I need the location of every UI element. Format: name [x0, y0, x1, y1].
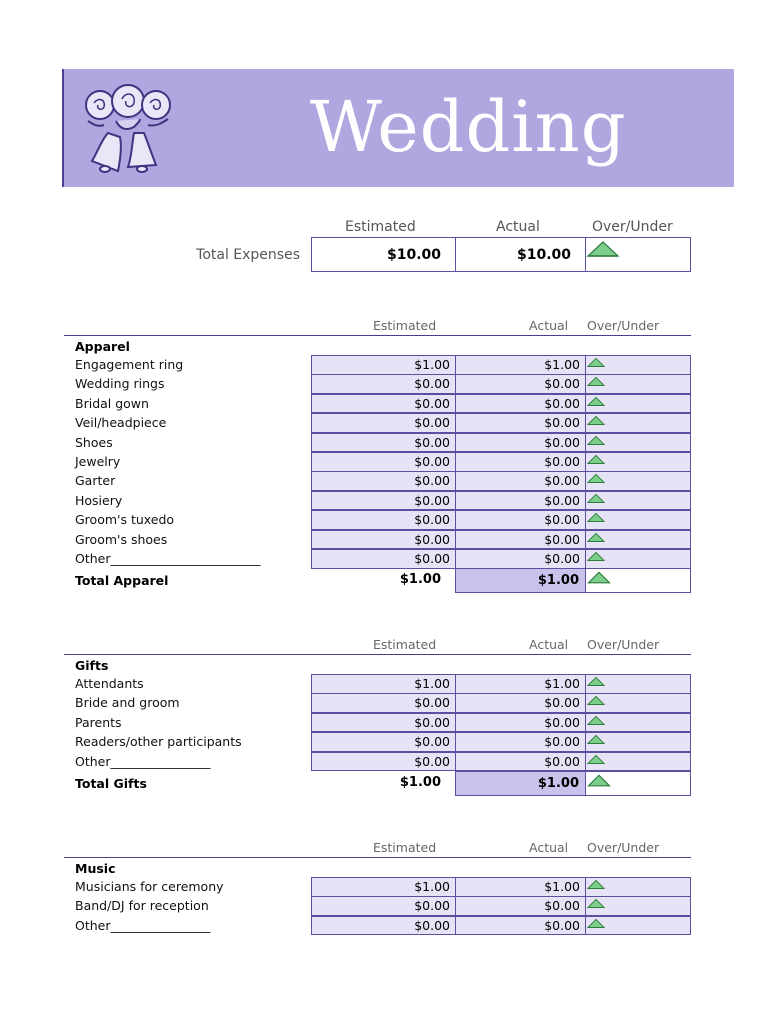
actual-cell[interactable]: $0.00	[455, 752, 586, 772]
row-label: Wedding rings	[75, 376, 165, 392]
section-total-estimated: $1.00	[399, 775, 441, 790]
over-under-cell	[585, 452, 691, 472]
over-under-cell	[585, 713, 691, 733]
row-label: Groom's shoes	[75, 531, 168, 547]
total-expenses-actual[interactable]: $10.00	[455, 237, 586, 272]
up-triangle-icon	[587, 395, 605, 407]
estimated-cell[interactable]: $0.00	[311, 452, 456, 472]
up-triangle-icon	[587, 511, 605, 523]
section-total-actual: $1.00	[455, 771, 586, 796]
estimated-cell[interactable]: $0.00	[311, 896, 456, 916]
total-expenses-label: Total Expenses	[196, 247, 300, 263]
actual-cell[interactable]: $1.00	[455, 877, 586, 897]
section-divider	[64, 335, 691, 336]
actual-cell[interactable]: $1.00	[455, 355, 586, 375]
up-triangle-icon	[587, 897, 605, 909]
up-triangle-icon	[587, 414, 605, 426]
actual-cell[interactable]: $0.00	[455, 732, 586, 752]
over-under-cell	[585, 916, 691, 936]
row-label: Readers/other participants	[75, 734, 242, 750]
actual-cell[interactable]: $0.00	[455, 713, 586, 733]
section-total-over-under	[585, 771, 691, 796]
section-title: Music	[75, 861, 116, 876]
page-title: Wedding	[310, 86, 627, 168]
actual-cell[interactable]: $0.00	[455, 394, 586, 414]
column-header-estimated: Estimated	[373, 840, 437, 855]
estimated-cell[interactable]: $0.00	[311, 752, 456, 772]
row-label: Jewelry	[75, 454, 121, 469]
over-under-cell	[585, 530, 691, 550]
up-triangle-icon	[587, 878, 605, 890]
row-label: Band/DJ for reception	[75, 898, 209, 914]
row-label: Bride and groom	[75, 695, 180, 711]
column-header-actual: Actual	[529, 637, 569, 652]
row-label: Hosiery	[75, 492, 123, 508]
estimated-cell[interactable]: $0.00	[311, 916, 456, 936]
up-triangle-icon	[587, 550, 605, 562]
section-divider	[64, 857, 691, 858]
actual-cell[interactable]: $0.00	[455, 510, 586, 530]
estimated-cell[interactable]: $0.00	[311, 713, 456, 733]
actual-cell[interactable]: $0.00	[455, 374, 586, 394]
over-under-cell	[585, 693, 691, 713]
actual-cell[interactable]: $1.00	[455, 674, 586, 694]
column-header-over-under: Over/Under	[587, 840, 660, 855]
section-title: Gifts	[75, 658, 109, 673]
row-label: Musicians for ceremony	[75, 879, 224, 894]
section-total-over-under	[585, 568, 691, 593]
estimated-cell[interactable]: $0.00	[311, 471, 456, 491]
estimated-cell[interactable]: $0.00	[311, 510, 456, 530]
actual-cell[interactable]: $0.00	[455, 491, 586, 511]
estimated-cell[interactable]: $1.00	[311, 674, 456, 694]
up-triangle-icon	[587, 472, 605, 484]
column-header-actual: Actual	[529, 840, 569, 855]
section-total-label: Total Gifts	[75, 776, 147, 791]
estimated-cell[interactable]: $0.00	[311, 549, 456, 569]
section-title: Apparel	[75, 339, 130, 354]
over-under-cell	[585, 674, 691, 694]
up-triangle-icon	[587, 434, 605, 446]
actual-cell[interactable]: $0.00	[455, 530, 586, 550]
over-under-cell	[585, 732, 691, 752]
estimated-cell[interactable]: $0.00	[311, 693, 456, 713]
up-triangle-icon	[587, 570, 611, 584]
actual-cell[interactable]: $0.00	[455, 896, 586, 916]
section-divider	[64, 654, 691, 655]
over-under-cell	[585, 896, 691, 916]
actual-cell[interactable]: $0.00	[455, 413, 586, 433]
summary-header-estimated: Estimated	[345, 219, 416, 235]
estimated-cell[interactable]: $0.00	[311, 374, 456, 394]
over-under-cell	[585, 433, 691, 453]
total-expenses-estimated[interactable]: $10.00	[311, 237, 456, 272]
over-under-cell	[585, 510, 691, 530]
estimated-cell[interactable]: $0.00	[311, 413, 456, 433]
up-triangle-icon	[587, 375, 605, 387]
over-under-cell	[585, 355, 691, 375]
section-total-estimated: $1.00	[399, 572, 441, 588]
row-label: Other________________	[75, 753, 211, 769]
column-header-estimated: Estimated	[373, 318, 437, 333]
actual-cell[interactable]: $0.00	[455, 916, 586, 936]
column-header-estimated: Estimated	[373, 637, 437, 652]
over-under-cell	[585, 752, 691, 772]
over-under-cell	[585, 413, 691, 433]
estimated-cell[interactable]: $1.00	[311, 355, 456, 375]
over-under-cell	[585, 877, 691, 897]
row-label: Veil/headpiece	[75, 415, 167, 431]
row-label: Shoes	[75, 434, 113, 450]
actual-cell[interactable]: $0.00	[455, 452, 586, 472]
wedding-bells-roses-icon	[78, 81, 178, 177]
estimated-cell[interactable]: $0.00	[311, 394, 456, 414]
actual-cell[interactable]: $0.00	[455, 549, 586, 569]
row-label: Other________________________	[75, 551, 261, 566]
up-triangle-icon	[587, 694, 605, 706]
over-under-cell	[585, 374, 691, 394]
actual-cell[interactable]: $0.00	[455, 693, 586, 713]
up-triangle-icon	[587, 675, 605, 687]
actual-cell[interactable]: $0.00	[455, 433, 586, 453]
actual-cell[interactable]: $0.00	[455, 471, 586, 491]
row-label: Parents	[75, 714, 122, 730]
summary-header-over-under: Over/Under	[592, 219, 673, 235]
over-under-cell	[585, 471, 691, 491]
row-label: Engagement ring	[75, 357, 184, 372]
column-header-over-under: Over/Under	[587, 318, 660, 333]
up-triangle-icon	[587, 773, 611, 787]
estimated-cell[interactable]: $0.00	[311, 433, 456, 453]
section-total-label: Total Apparel	[75, 573, 169, 589]
over-under-cell	[585, 549, 691, 569]
up-triangle-icon	[586, 238, 620, 258]
column-header-actual: Actual	[529, 318, 569, 333]
column-header-over-under: Over/Under	[587, 637, 660, 652]
up-triangle-icon	[587, 492, 605, 504]
estimated-cell[interactable]: $0.00	[311, 732, 456, 752]
up-triangle-icon	[587, 531, 605, 543]
up-triangle-icon	[587, 733, 605, 745]
estimated-cell[interactable]: $0.00	[311, 491, 456, 511]
section-total-actual: $1.00	[455, 568, 586, 593]
row-label: Garter	[75, 473, 116, 489]
up-triangle-icon	[587, 917, 605, 929]
over-under-cell	[585, 394, 691, 414]
total-expenses-over-under	[585, 237, 691, 272]
row-label: Groom's tuxedo	[75, 512, 175, 528]
over-under-cell	[585, 491, 691, 511]
row-label: Bridal gown	[75, 395, 149, 411]
up-triangle-icon	[587, 714, 605, 726]
estimated-cell[interactable]: $1.00	[311, 877, 456, 897]
up-triangle-icon	[587, 356, 605, 368]
row-label: Attendants	[75, 676, 144, 691]
row-label: Other________________	[75, 917, 211, 933]
estimated-cell[interactable]: $0.00	[311, 530, 456, 550]
header-banner	[62, 69, 734, 187]
up-triangle-icon	[587, 453, 605, 465]
summary-header-actual: Actual	[496, 219, 540, 235]
up-triangle-icon	[587, 753, 605, 765]
